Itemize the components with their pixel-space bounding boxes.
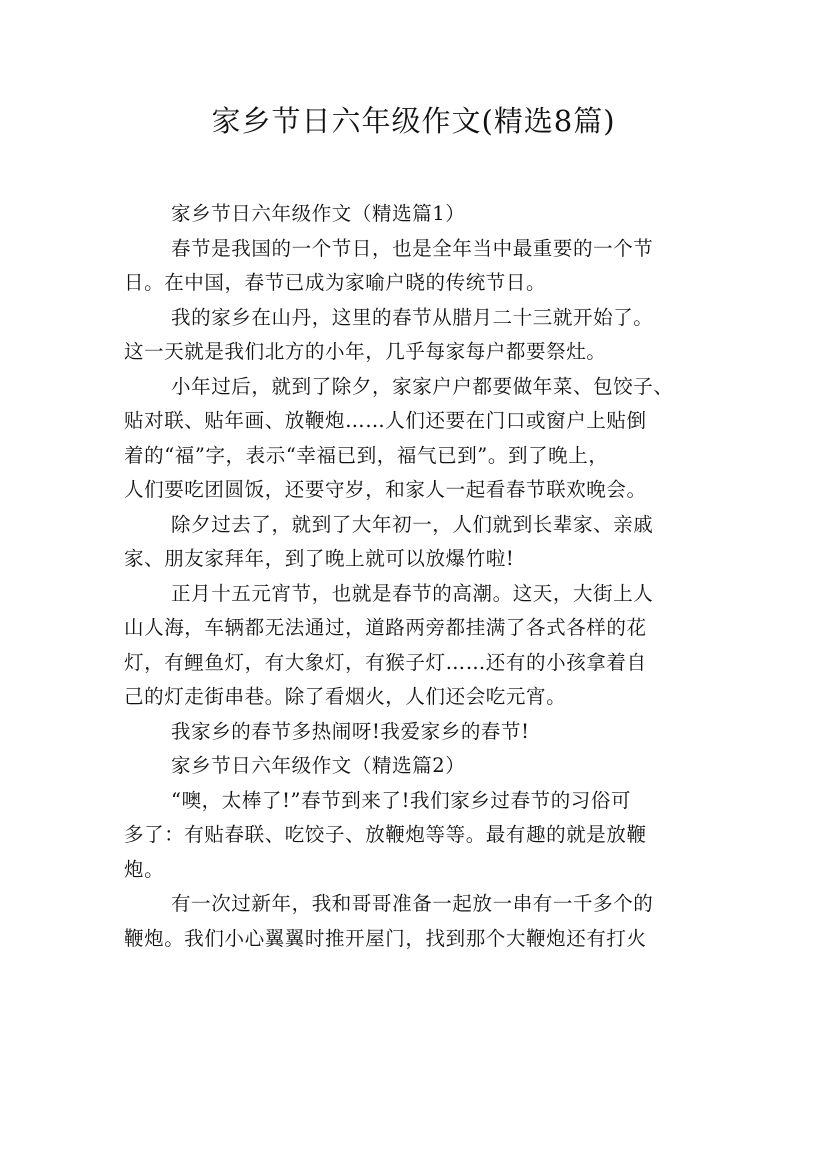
text-line: 己的灯走街串巷。除了看烟火，人们还会吃元宵。 (124, 685, 567, 708)
text-line: 家乡节日六年级作文（精选篇2） (171, 754, 466, 777)
text-line: “噢，太棒了!”春节到来了!我们家乡过春节的习俗可 (171, 788, 632, 812)
text-line: 山人海，车辆都无法通过，道路两旁都挂满了各式各样的花 (124, 616, 647, 639)
text-line: 小年过后，就到了除夕，家家户户都要做年菜、包饺子、 (171, 374, 674, 398)
text-line: 我家乡的春节多热闹呀!我爱家乡的春节! (171, 719, 530, 743)
text-line: 着的“福”字，表示“幸福已到，福气已到”。到了晚上， (124, 443, 609, 467)
text-line: 家乡节日六年级作文（精选篇1） (171, 202, 466, 225)
text-line: 除夕过去了，就到了大年初一，人们就到长辈家、亲戚 (171, 512, 654, 536)
text-line: 贴对联、贴年画、放鞭炮……人们还要在门口或窗户上贴倒 (124, 409, 647, 432)
text-line: 人们要吃团圆饭，还要守岁，和家人一起看春节联欢晚会。 (124, 478, 647, 501)
text-line: 我的家乡在山丹，这里的春节从腊月二十三就开始了。 (171, 305, 654, 329)
text-line: 炮。 (124, 857, 165, 881)
document-body (124, 197, 704, 956)
text-line: 多了：有贴春联、吃饺子、放鞭炮等等。最有趣的就是放鞭 (124, 823, 647, 846)
text-line: 灯，有鲤鱼灯，有大象灯，有猴子灯……还有的小孩拿着自 (124, 650, 647, 674)
text-line: 鞭炮。我们小心翼翼时推开屋门，找到那个大鞭炮还有打火 (124, 926, 647, 950)
document-title: 家乡节日六年级作文(精选8篇) (211, 104, 616, 138)
text-line: 日。在中国，春节已成为家喻户晓的传统节日。 (124, 271, 547, 294)
text-line: 家、朋友家拜年，到了晚上就可以放爆竹啦! (124, 547, 515, 570)
text-line: 春节是我国的一个节日，也是全年当中最重要的一个节 (171, 236, 654, 260)
text-line: 正月十五元宵节，也就是春节的高潮。这天，大街上人 (171, 581, 654, 605)
text-line: 有一次过新年，我和哥哥准备一起放一串有一千多个的 (171, 892, 654, 915)
text-line: 这一天就是我们北方的小年，几乎每家每户都要祭灶。 (124, 340, 607, 363)
